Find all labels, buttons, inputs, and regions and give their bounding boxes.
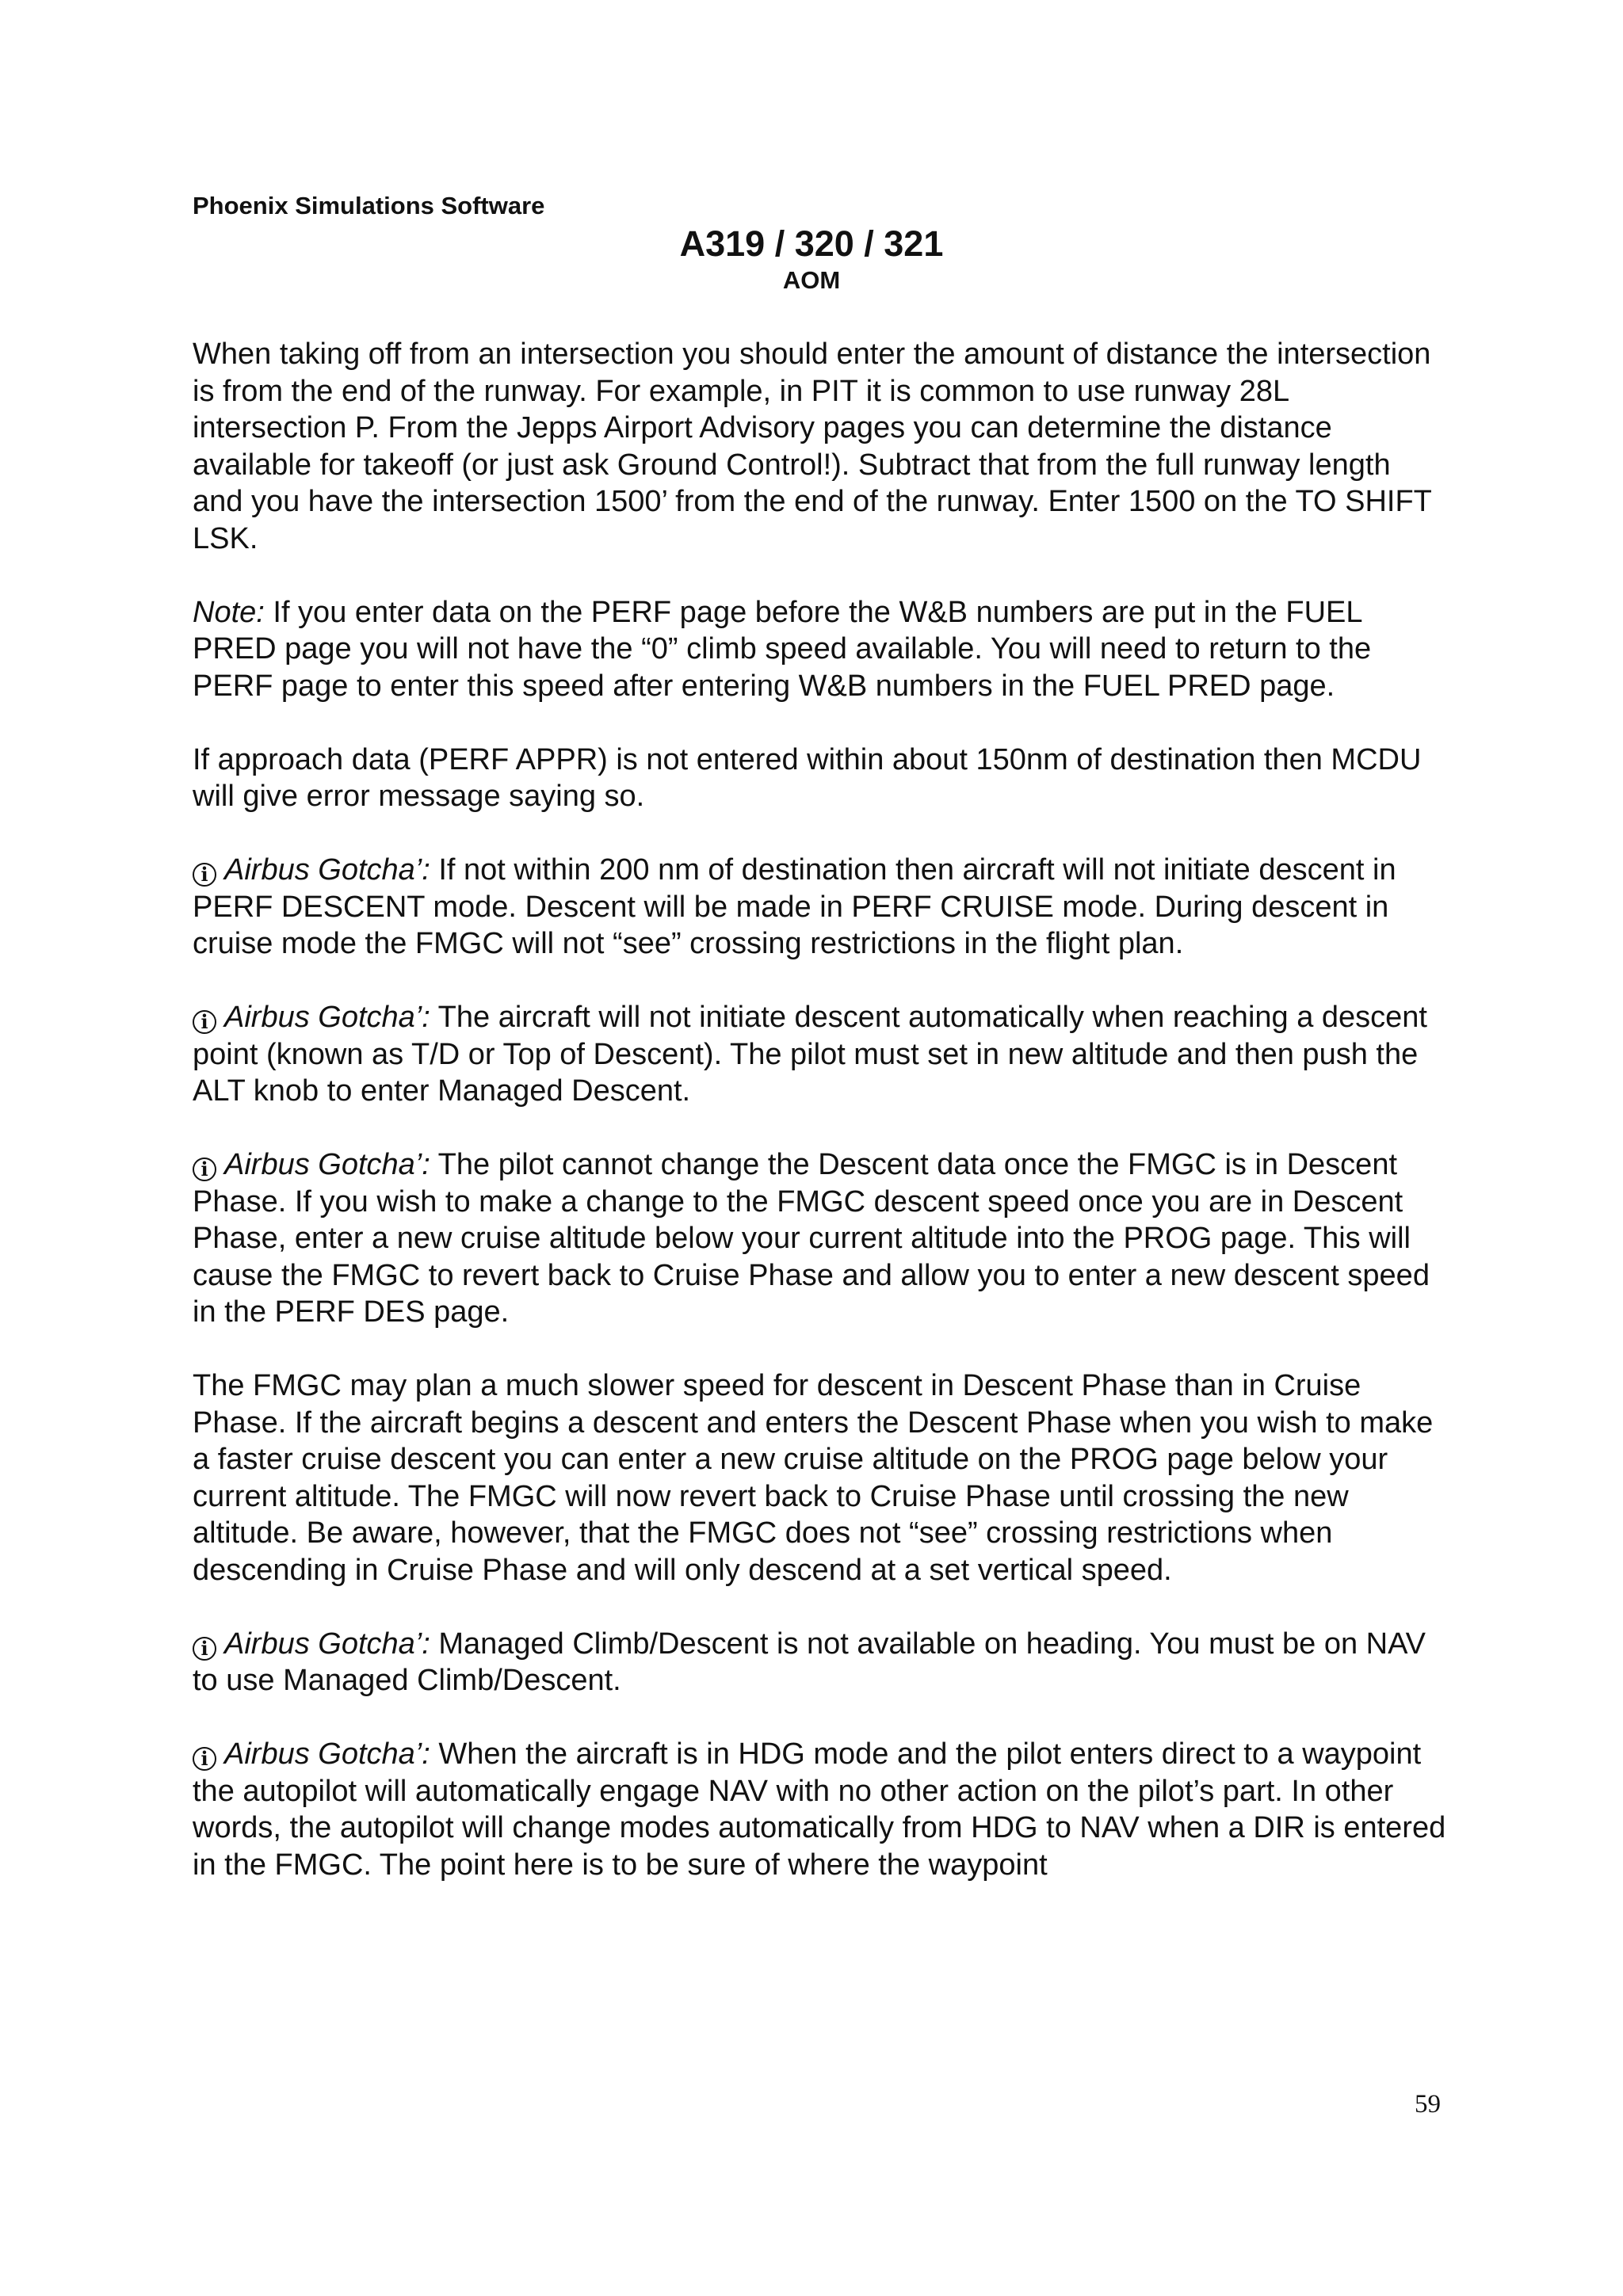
paragraph-text: The FMGC may plan a much slower speed for descent in Descent Phase than in Cruise Phase. If the aircraft begins a descent and enters the Descent Phase when you wish to make a faster cruise descent you can enter a new cruise altitude on the PROG page below your current altitude. The FMGC will now revert back to Cruise Phase until crossing the new altitude. Be aware, however, that the FMGC does not “see” crossing restrictions when descending in Cruise Phase and will only descend at a set vertical speed. — [193, 1369, 1434, 1587]
paragraph-gotcha — [193, 852, 1449, 963]
info-icon: i — [193, 1158, 216, 1181]
paragraph-text: The aircraft will not initiate descent automatically when reaching a descent point (known as T/D or Top of Descent). The pilot must set in new altitude and then push the ALT knob to enter Managed Descent. — [193, 1001, 1427, 1108]
gotcha-label: Airbus Gotcha’: — [224, 1627, 430, 1661]
paragraph — [193, 1367, 1449, 1589]
paragraph-gotcha — [193, 1626, 1449, 1699]
page-number: 59 — [1415, 2090, 1441, 2119]
gotcha-label: Airbus Gotcha’: — [224, 1737, 430, 1771]
paragraph-text: If approach data (PERF APPR) is not entered within about 150nm of destination then MCDU will give error message saying so. — [193, 742, 1422, 813]
paragraph-gotcha — [193, 1146, 1449, 1331]
document-title: A319 / 320 / 321 — [679, 223, 944, 264]
info-icon: i — [193, 1010, 216, 1034]
paragraph-text: When the aircraft is in HDG mode and the pilot enters direct to a waypoint the autopilot will automatically engage NAV with no other action on the pilot’s part. In other words, the autopilot will change modes automatically from HDG to NAV when a DIR is entered in the FMGC. The point here is to be sure of where the waypoint — [193, 1737, 1446, 1882]
paragraph-text: If not within 200 nm of destination then aircraft will not initiate descent in PERF DESCENT mode. Descent will be made in PERF CRUISE mode. During descent in cruise mode the FMGC will not “see” crossing restrictions in the flight plan. — [193, 853, 1396, 960]
paragraph — [193, 336, 1449, 557]
paragraph-gotcha — [193, 1736, 1449, 1883]
info-icon: i — [193, 1747, 216, 1771]
paragraph-gotcha — [193, 999, 1449, 1110]
info-icon: i — [193, 1637, 216, 1661]
paragraph-text: When taking off from an intersection you should enter the amount of distance the intersection is from the end of the runway. For example, in PIT it is common to use runway 28L intersection P. From the Jepps Airport Advisory pages you can determine the distance available for takeoff (or just ask Ground Control!). Subtract that from the full runway length and you have the intersection 1500’ from the end of the runway. Enter 1500 on the TO SHIFT LSK. — [193, 338, 1432, 555]
gotcha-label: Airbus Gotcha’: — [224, 853, 430, 887]
paragraph-text: The pilot cannot change the Descent data once the FMGC is in Descent Phase. If you wish to make a change to the FMGC descent speed once you are in Descent Phase, enter a new cruise altitude below your current altitude into the PROG page. This will cause the FMGC to revert back to Cruise Phase and allow you to enter a new descent speed in the PERF DES page. — [193, 1148, 1430, 1329]
paragraph-text: If you enter data on the PERF page before the W&B numbers are put in the FUEL PRED page you will not have the “0” climb speed available. You will need to return to the PERF page to enter this speed after entering W&B numbers in the FUEL PRED page. — [193, 595, 1372, 703]
paragraph — [193, 742, 1449, 815]
note-label: Note: — [193, 595, 265, 629]
document-subtitle: AOM — [782, 266, 841, 294]
gotcha-label: Airbus Gotcha’: — [224, 1148, 430, 1181]
body-text — [193, 336, 1449, 1920]
header-company: Phoenix Simulations Software — [193, 192, 545, 219]
gotcha-label: Airbus Gotcha’: — [224, 1001, 430, 1034]
paragraph-note — [193, 594, 1449, 705]
paragraph-text: Managed Climb/Descent is not available on heading. You must be on NAV to use Managed Climb/Descent. — [193, 1627, 1426, 1697]
info-icon: i — [193, 863, 216, 887]
